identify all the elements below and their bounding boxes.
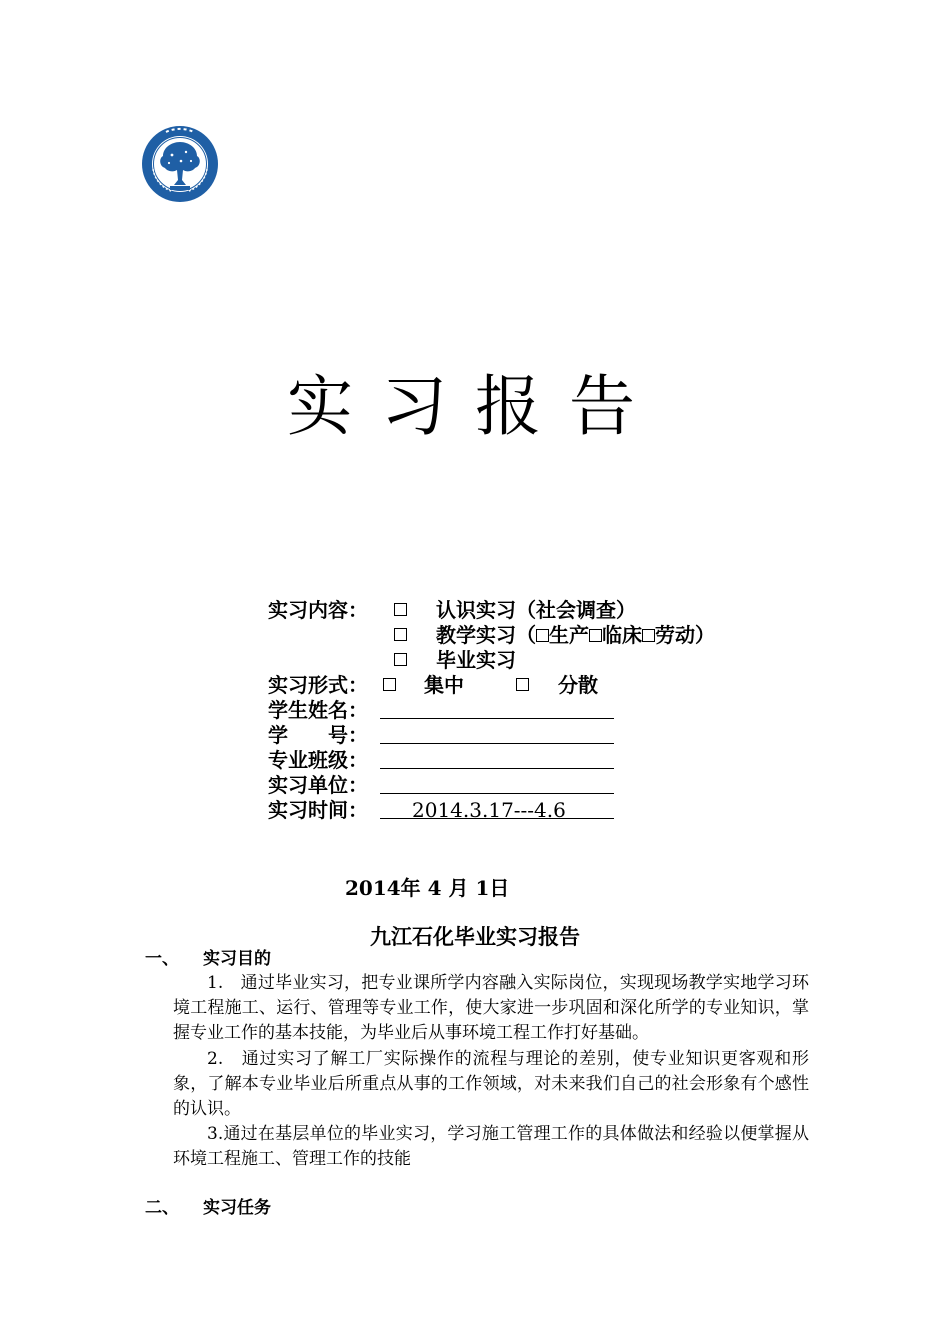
checkbox-concentrated[interactable] (383, 678, 396, 691)
name-field[interactable] (380, 696, 614, 719)
section-1-title: 实习目的 (203, 949, 271, 969)
checkbox-production[interactable] (536, 629, 549, 642)
class-label: 专业班级： (268, 748, 368, 772)
checkbox-clinical[interactable] (589, 629, 602, 642)
form-label: 实习形式： (268, 673, 368, 697)
option-recognition: 认识实习（社会调查） (436, 598, 636, 622)
unit-label: 实习单位： (268, 773, 368, 797)
id-label-part1: 学 (268, 723, 288, 747)
checkbox-recognition[interactable] (394, 603, 407, 616)
section-1-body (173, 971, 809, 1173)
paragraph-3: 3.通过在基层单位的毕业实习，学习施工管理工作的具体做法和经验以便掌握从环境工程施工、管理工作的技能 (173, 1124, 809, 1170)
cover-title: 实习报告 (287, 368, 663, 445)
option-production: 生产 (549, 623, 589, 647)
paragraph-1: 1. 通过毕业实习，把专业课所学内容融入实际岗位，实现现场教学实地学习环境工程施工、运行、管理等专业工作，使大家进一步巩固和深化所学的专业知识，掌握专业工作的基本技能，为毕业后从事环境工程工作打好基础。 (173, 973, 809, 1044)
university-seal-icon (141, 125, 219, 203)
unit-field[interactable] (380, 771, 614, 794)
content-label: 实习内容： (268, 598, 368, 622)
checkbox-dispersed[interactable] (516, 678, 529, 691)
section-2-title: 实习任务 (203, 1198, 271, 1218)
option-dispersed: 分散 (558, 673, 598, 697)
student-id-field[interactable] (380, 721, 614, 744)
checkbox-graduation[interactable] (394, 653, 407, 666)
option-labor: 劳动） (655, 623, 715, 647)
time-value: 2014.3.17---4.6 (412, 798, 566, 822)
option-clinical: 临床 (602, 623, 642, 647)
time-label: 实习时间： (268, 798, 368, 822)
name-label: 学生姓名： (268, 698, 368, 722)
option-graduation: 毕业实习 (436, 648, 516, 672)
report-title: 九江石化毕业实习报告 (370, 924, 580, 949)
option-teaching-row (436, 622, 715, 648)
option-concentrated: 集中 (424, 673, 464, 697)
checkbox-labor[interactable] (642, 629, 655, 642)
section-2-number: 二、 (145, 1198, 179, 1218)
paragraph-2: 2. 通过实习了解工厂实际操作的流程与理论的差别，使专业知识更客观和形象，了解本专业毕业后所重点从事的工作领域，对未来我们自己的社会形象有个感性的认识。 (173, 1048, 809, 1120)
checkbox-teaching[interactable] (394, 628, 407, 641)
id-label-part2: 号： (328, 723, 368, 747)
section-1-number: 一、 (145, 949, 179, 969)
cover-date: 2014年 4 月 1日 (345, 876, 510, 900)
class-field[interactable] (380, 746, 614, 769)
option-teaching: 教学实习（ (436, 623, 536, 647)
